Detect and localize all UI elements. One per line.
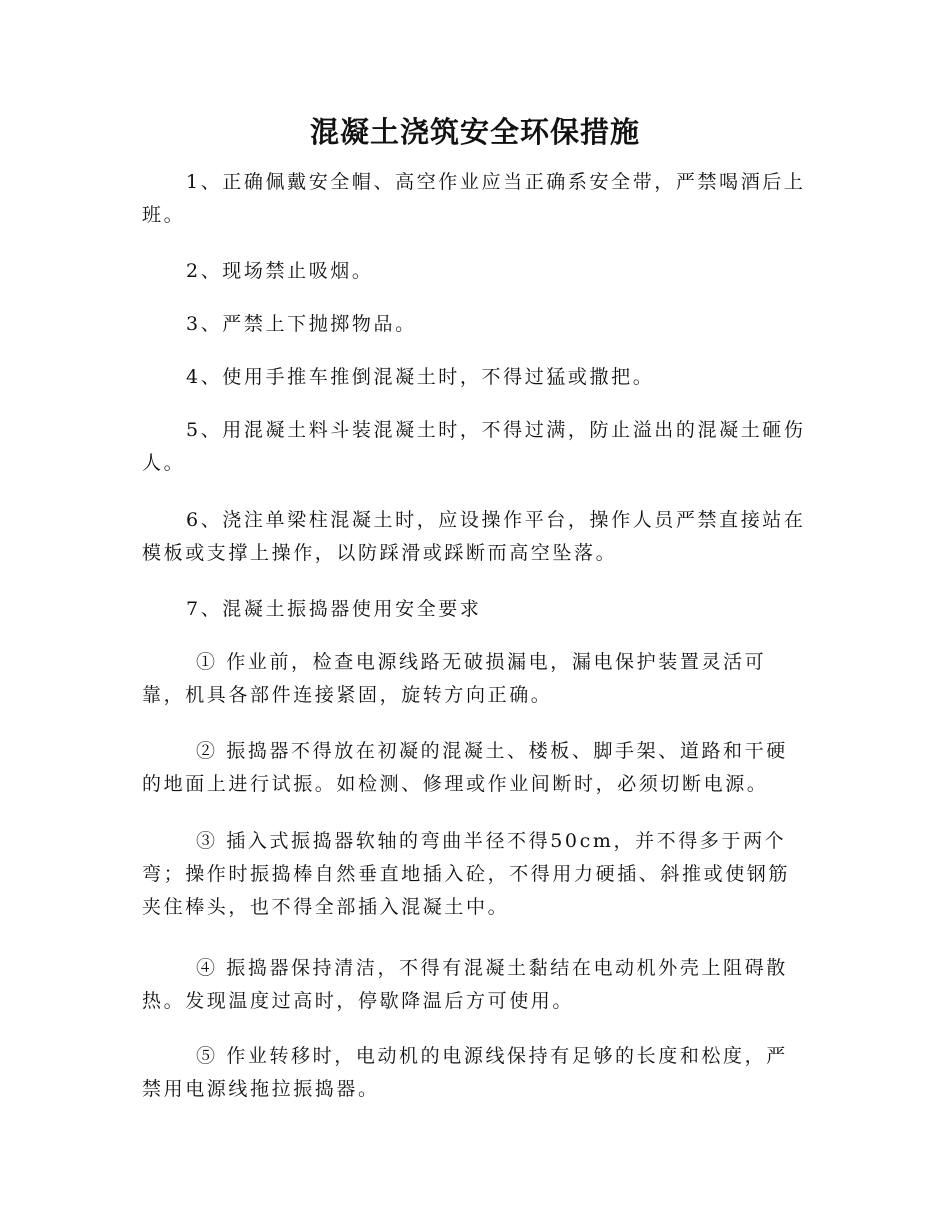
document-title: 混凝土浇筑安全环保措施 xyxy=(309,115,640,149)
paragraph-4: 4、使用手推车推倒混凝土时，不得过猛或撒把。 xyxy=(186,366,655,388)
paragraph-2: 2、现场禁止吸烟。 xyxy=(186,260,374,282)
requirement-1: ① 作业前，检查电源线路无破损漏电，漏电保护装置灵活可靠，机具各部件连接紧固，旋转方向正确。 xyxy=(142,651,767,706)
paragraph-6: 6、浇注单梁柱混凝土时，应设操作平台，操作人员严禁直接站在模板或支撑上操作，以防踩滑或踩断而高空坠落。 xyxy=(142,509,806,564)
paragraph-1: 1、正确佩戴安全帽、高空作业应当正确系安全带，严禁喝酒后上班。 xyxy=(142,171,806,226)
requirement-4: ④ 振捣器保持清洁，不得有混凝土黏结在电动机外壳上阻碍散热。发现温度过高时，停歇降温后方可使用。 xyxy=(142,957,788,1012)
requirement-2: ② 振捣器不得放在初凝的混凝土、楼板、脚手架、道路和干硬的地面上进行试振。如检测、修理或作业间断时，必须切断电源。 xyxy=(142,740,788,795)
requirement-3: ③ 插入式振捣器软轴的弯曲半径不得50cm，并不得多于两个弯；操作时振捣棒自然垂直地插入砼，不得用力硬插、斜推或使钢筋夹住棒头，也不得全部插入混凝土中。 xyxy=(142,830,791,918)
requirement-5: ⑤ 作业转移时，电动机的电源线保持有足够的长度和松度，严禁用电源线拖拉振捣器。 xyxy=(142,1045,788,1100)
paragraph-3: 3、严禁上下抛掷物品。 xyxy=(186,313,417,335)
paragraph-5: 5、用混凝土料斗装混凝土时，不得过满，防止溢出的混凝土砸伤人。 xyxy=(142,419,806,474)
paragraph-7: 7、混凝土振捣器使用安全要求 xyxy=(186,598,482,620)
